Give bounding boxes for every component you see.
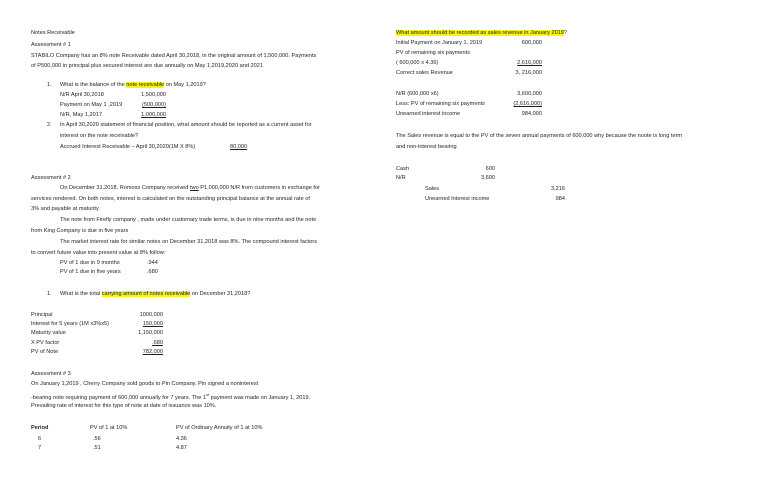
pv-table-cell: 7	[38, 445, 42, 451]
pv-table-header: Period	[31, 425, 49, 431]
r-row-label: Initial Payment on January 1, 2019	[396, 40, 483, 46]
a2-row-label: Principal	[31, 312, 53, 318]
r-row-label: Unearned interest income	[396, 111, 461, 117]
r-row-value: 984,000	[521, 111, 542, 117]
pv-table-cell: .51	[93, 445, 101, 451]
a2-q1-number: 1.	[47, 291, 52, 297]
r-row-value: 3, 216,000	[515, 70, 542, 76]
r-note-line: The Sales revenue is equal to the PV of the seven annual payments of 600,000 why because the noote is long term	[396, 133, 683, 139]
journal-value: 3,600	[481, 175, 495, 181]
a2-para-line: The market interest rate for similar notes on December 31,2018 was 8%. The compound interest factors	[60, 239, 318, 245]
journal-value: 3,216	[551, 186, 565, 192]
a1-intro-line-1: STABILO Company has an 8% note Receivable dated April 30,2018, in the original amount of 1,500,000. Payments	[31, 53, 317, 59]
a2-para-line: to convert future value into present value at 8% follow:	[31, 250, 166, 256]
a2-q1-text: What is the total carrying amount of notes receivable on December 31,2018?	[60, 291, 251, 297]
r-row-value: (2,616,000)	[513, 101, 542, 107]
pv-table-cell: 6	[38, 436, 42, 442]
r-row-value: 600,000	[521, 40, 542, 46]
assessment-1-label: Assessment # 1	[31, 42, 71, 48]
r-note-line: and non-interest bearing	[396, 144, 457, 150]
a2-row-value: 1,150,000	[138, 330, 163, 336]
a1-intro-line-2: of P500,000 in principal plus secured interest are due annually on May 1,2019,2020 and 2021	[31, 63, 263, 69]
r-row-value: 3,600,000	[517, 91, 542, 97]
a2-row-value: 782,000	[142, 349, 163, 355]
r-row-label: PV of remaining six payments	[396, 50, 470, 56]
pv-table-cell: 4.87	[176, 445, 187, 451]
journal-label: N/R	[396, 175, 406, 181]
pv-table-cell: 4.36	[176, 436, 187, 442]
assessment-3-label: Assessment # 3	[31, 371, 71, 377]
a1-row-label: N/R, May 1,2017	[60, 112, 102, 118]
a3-para-line: Prevailing rate of interest for this type of note at date of issuance was 10%.	[31, 403, 217, 409]
a2-factor-value: .944	[147, 260, 158, 266]
r-row-label: ( 600,000 x 4.36)	[396, 60, 439, 66]
journal-value: 600	[485, 166, 495, 172]
a1-q2-answer: 80,000	[230, 144, 248, 150]
pv-table-header: PV of Ordinary Annuity of 1 at 10%	[176, 425, 263, 431]
pv-table-header: PV of 1 at 10%	[90, 425, 128, 431]
r-row-label: N/R (600,000 x6)	[396, 91, 439, 97]
a1-q1-text: What is the balance of the note receivable on May 1,2019?	[60, 82, 206, 88]
a2-para-line: On December 31,2018, Romoss Company received two P1,000,000 N/R from customers in exchange for	[60, 185, 320, 191]
journal-label: Unearned Interest income	[425, 196, 490, 202]
a2-row-label: Maturity value	[31, 330, 66, 336]
a2-para-line: 3% and payable at maturity.	[31, 206, 100, 212]
a2-row-value: 1000,000	[139, 312, 163, 318]
a1-q2-line-3: Accrued Interest Receivable – April 30,2020(1M X 8%)	[60, 144, 196, 150]
a3-para-line: -bearing note requiring payment of 600,000 annually for 7 years. The 1st payment was made on January 1, 2019.	[31, 392, 311, 401]
r-row-label: Correct sales Revenue	[396, 70, 453, 76]
a1-q2-number: 2.	[47, 122, 52, 128]
a1-q1-number: 1.	[47, 82, 52, 88]
a1-row-value: 1,000,000	[141, 112, 166, 118]
a2-row-label: PV of Note	[31, 349, 59, 355]
a1-q2-line-2: interest on the note receivable?	[60, 133, 139, 139]
right-question: What amount should be recorded as sales revenue in January 2019?	[396, 30, 568, 36]
journal-label: Sales	[425, 186, 439, 192]
journal-value: 984	[555, 196, 565, 202]
r-row-value: 2,616,000	[517, 60, 542, 66]
a2-row-label: Interest for 5 years (1M x3%x5)	[31, 321, 110, 327]
r-row-label: Less: PV of remaining six payments	[396, 101, 485, 107]
pv-table-cell: .56	[93, 436, 101, 442]
a3-para-line: On January 1,2019 , Cherry Company sold goods to Pin Company. Pin signed a noninterest	[31, 381, 259, 387]
a2-factor-label: PV of 1 due in 9 months	[60, 260, 120, 266]
a2-row-label: X PV factor	[31, 340, 60, 346]
a1-row-label: Payment on May 1 ,2019	[60, 102, 123, 108]
a2-para-line: from King Company is due in five years	[31, 228, 129, 234]
assessment-2-label: Assessment # 2	[31, 175, 71, 181]
a2-para-line: services rendered. On both notes, interest is calculated on the outstanding principal balance at the annual rate of	[31, 196, 310, 202]
a2-row-value: .680	[152, 340, 163, 346]
a1-row-value: 1,500,000	[141, 92, 166, 98]
journal-label: Cash	[396, 166, 410, 172]
page-heading: Notes Receivable	[31, 30, 75, 36]
a2-row-value: 150,000	[142, 321, 163, 327]
a2-para-line: The note from Firefly company , made under customary trade terms, is due in nine months and the note	[60, 217, 317, 223]
a2-factor-value: .680	[147, 269, 158, 275]
a1-row-label: N/R April 30,2018	[60, 92, 104, 98]
a1-row-value: (500,000)	[142, 102, 166, 108]
a2-factor-label: PV of 1 due in five years	[60, 269, 121, 275]
a1-q2-line-1: In April 30,2020 statement of financial position, what amount should be reported as a current asset for	[60, 122, 312, 128]
